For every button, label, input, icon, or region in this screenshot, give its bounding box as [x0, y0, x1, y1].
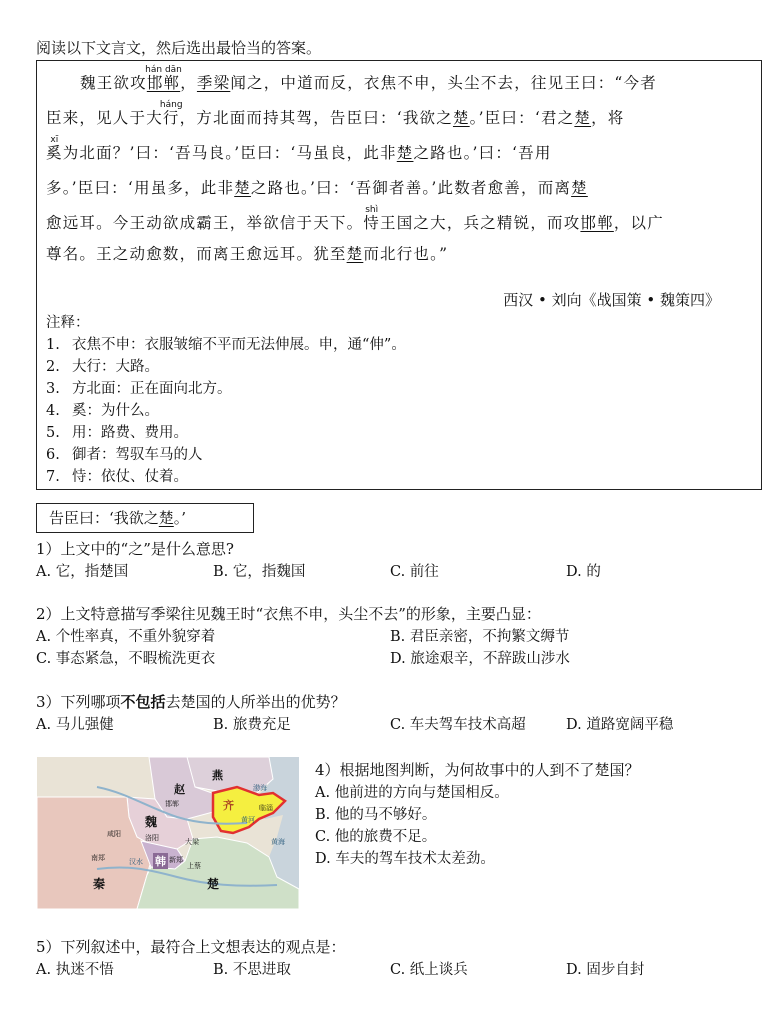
passage-line-4: [46, 177, 588, 199]
text: 。’: [173, 509, 187, 527]
note-number: 7.: [46, 469, 60, 485]
passage-line-2: [46, 100, 625, 129]
text: ，方北面而持其驾，告臣曰：‘我欲之: [179, 109, 453, 127]
map-label-linzi: 临淄: [259, 804, 273, 812]
xi-ruby: [46, 135, 63, 164]
q5-option-a[interactable]: A. 执迷不悟: [36, 962, 114, 978]
q5-option-c[interactable]: C. 纸上谈兵: [390, 962, 468, 978]
note-text: 奚：为什么。: [72, 403, 159, 419]
handan-ruby: [145, 65, 182, 94]
q3-option-a[interactable]: A. 马儿强健: [36, 717, 114, 733]
pinyin: háng: [159, 100, 183, 110]
q5-option-d[interactable]: D. 固步自封: [566, 962, 645, 978]
q1-option-a[interactable]: A. 它，指楚国: [36, 564, 129, 580]
map-label-handan: 邯郸: [165, 800, 179, 808]
chu-word: 楚: [346, 245, 364, 263]
text: 闻之，中道而反，衣焦不申，头尘不去，往见王曰：“今者: [230, 74, 657, 92]
q1-option-c[interactable]: C. 前往: [390, 564, 439, 580]
chu-word: 楚: [571, 179, 588, 197]
text: 王国之大，兵之精锐，而攻: [380, 214, 581, 232]
note-item: [46, 333, 406, 354]
note-text: 大行：大路。: [72, 359, 159, 375]
map-label-zhao: 赵: [174, 783, 185, 796]
map-label-han: 韩: [155, 855, 166, 868]
map-label-wei: 魏: [145, 815, 158, 829]
text: 魏王欲攻: [80, 74, 147, 92]
text: ，: [180, 74, 197, 92]
text: 臣来，见人于大: [46, 109, 163, 127]
map-label-huanghe: 黄河: [241, 816, 255, 824]
text: 愈远耳。今王动欲成霸王，举欲信于天下。: [46, 214, 364, 232]
note-item: [46, 355, 159, 376]
q3-option-b[interactable]: B. 旅费充足: [213, 717, 291, 733]
note-text: 恃：依仗、仗着。: [72, 469, 188, 485]
q4-option-b[interactable]: B. 他的马不够好。: [315, 807, 437, 823]
map-label-yan: 燕: [212, 769, 223, 782]
emphasis-text: 不包括: [120, 693, 166, 711]
map-label-qin: 秦: [93, 877, 106, 891]
text: 为北面？’曰：‘吾马良。’臣曰：‘马虽良，此非: [62, 144, 397, 162]
q4-option-a[interactable]: A. 他前进的方向与楚国相反。: [315, 785, 509, 801]
q3-option-d[interactable]: D. 道路宽阔平稳: [566, 717, 674, 733]
jiliang-word: 季梁: [196, 74, 231, 92]
note-number: 4.: [46, 403, 60, 419]
hang-ruby: [159, 100, 183, 129]
q2-option-a[interactable]: A. 个性率真，不重外貌穿着: [36, 629, 216, 645]
map-label-shangcai: 上蔡: [187, 862, 201, 870]
q2-option-c[interactable]: C. 事态紧急，不暇梳洗更衣: [36, 651, 216, 667]
pinyin: hán dān: [145, 65, 182, 75]
chu-word: 楚: [396, 144, 414, 162]
map-svg: [37, 757, 299, 909]
chu-word: 楚: [234, 179, 251, 197]
q5-option-b[interactable]: B. 不思进取: [213, 962, 291, 978]
text: 尊名。王之动愈数，而离王愈远耳。犹至: [46, 245, 347, 263]
notes-title: 注释：: [46, 315, 90, 331]
map-label-qi: 齐: [223, 799, 234, 812]
question-5-stem: 5）下列叙述中，最符合上文想表达的观点是：: [36, 938, 346, 956]
instruction: 阅读以下文言文，然后选出最恰当的答案。: [36, 39, 322, 57]
q4-option-d[interactable]: D. 车夫的驾车技术太差劲。: [315, 851, 495, 867]
passage-line-3: [46, 135, 552, 164]
map-label-huanghai: 黄海: [271, 838, 285, 846]
question-4-stem: 4）根据地图判断，为何故事中的人到不了楚国？: [315, 761, 640, 779]
note-text: 用：路费、费用。: [72, 425, 188, 441]
hang-word: 行: [162, 109, 180, 127]
text: 3）下列哪项: [36, 693, 121, 711]
shi-word: 恃: [363, 214, 381, 232]
note-number: 1.: [46, 337, 60, 353]
map-label-xianyang: 咸阳: [107, 830, 121, 838]
note-text: 御者：驾驭车马的人: [72, 447, 203, 463]
question-1-stem: 1）上文中的“之”是什么意思?: [36, 540, 234, 558]
note-number: 6.: [46, 447, 60, 463]
q1-option-d[interactable]: D. 的: [566, 564, 601, 580]
text: 。’臣曰：‘君之: [469, 109, 575, 127]
map-label-bohai: 渤海: [253, 784, 267, 792]
note-item: [46, 421, 188, 442]
shi-ruby: [363, 205, 381, 234]
pinyin: shì: [365, 205, 379, 215]
text: 多。’臣曰：‘用虽多，此非: [46, 179, 235, 197]
note-text: 方北面：正在面向北方。: [72, 381, 232, 397]
xi-word: 奚: [46, 144, 63, 162]
passage-line-1: [80, 65, 657, 94]
map-label-xinzheng: 新郑: [169, 856, 183, 864]
note-item: [46, 377, 232, 398]
passage-source: 西汉 • 刘向《战国策 • 魏策四》: [503, 291, 720, 309]
note-item: [46, 399, 159, 420]
text: 告臣曰：‘我欲之: [49, 509, 159, 527]
passage-line-5: [46, 205, 664, 234]
q1-option-b[interactable]: B. 它，指魏国: [213, 564, 306, 580]
map-label-nanzheng: 南郑: [91, 854, 105, 862]
chu-word: 楚: [574, 109, 592, 127]
note-number: 2.: [46, 359, 60, 375]
text: 而北行也。”: [363, 245, 449, 263]
q2-option-d[interactable]: D. 旅途艰辛，不辞跋山涉水: [390, 651, 570, 667]
quote-box: [36, 503, 254, 533]
handan-word: 邯郸: [146, 74, 181, 92]
note-number: 3.: [46, 381, 60, 397]
question-3-stem: [36, 691, 346, 712]
note-text: 衣焦不申：衣服皱缩不平而无法伸展。申，通“伸”。: [72, 337, 406, 353]
handan-word: 邯郸: [580, 214, 614, 232]
text: ，将: [591, 109, 625, 127]
q4-option-c[interactable]: C. 他的旅费不足。: [315, 829, 437, 845]
question-2-stem: 2）上文特意描写季梁往见魏王时“衣焦不申，头尘不去”的形象，主要凸显：: [36, 605, 541, 623]
q3-option-c[interactable]: C. 车夫驾车技术高超: [390, 717, 526, 733]
passage-line-6: [46, 243, 448, 265]
chu-word: 楚: [452, 109, 470, 127]
map-label-hanshui: 汉水: [129, 858, 143, 866]
text: ，以广: [613, 214, 664, 232]
note-item: [46, 465, 188, 486]
pinyin: xī: [50, 135, 59, 145]
text: 之路也。’曰：‘吾用: [413, 144, 552, 162]
map-label-luoyang: 洛阳: [145, 834, 159, 842]
q2-option-b[interactable]: B. 君臣亲密，不拘繁文缛节: [390, 629, 570, 645]
map-label-chu: 楚: [207, 877, 220, 891]
note-item: [46, 443, 203, 464]
text: 之路也。’曰：‘吾御者善。’此数者愈善，而离: [250, 179, 572, 197]
map-label-daliang: 大梁: [185, 838, 199, 846]
text: 去楚国的人所举出的优势？: [165, 693, 346, 711]
chu-word: 楚: [158, 509, 174, 527]
warring-states-map: [37, 757, 299, 909]
note-number: 5.: [46, 425, 60, 441]
